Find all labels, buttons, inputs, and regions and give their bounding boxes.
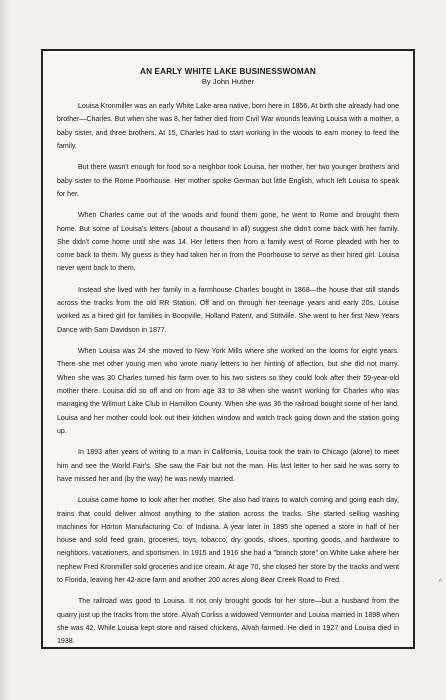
article-box [41,49,415,649]
article-title: AN EARLY WHITE LAKE BUSINESSWOMAN [140,67,316,76]
paragraph: When Louisa was 24 she moved to New York Mills where she worked on the looms for eight years. There she met other young men who wrote many letters to her hinting of affection, but she did not marry. When she was 30 Charles turned his farm over to his two sisters so they could look after their 59-year-old mother there. Louisa did so off and on from age 33 to 38 when she wasn't working for Charles who was managing the Wilmurt Lake Club in Hamilton County. When she was 36 the railroad bought some of her land. Louisa and her mother could look out their kitchen window and watch track going down and the station going up. [57,348,399,435]
margin-mark: ^ [438,579,442,586]
scan-edge [0,0,10,700]
paragraph: But there wasn't enough for food so a neighbor took Louisa, her mother, her two younger brothers and baby sister to the Rome Poorhouse. Her mother spoke German but little English, which left Louisa to speak for her. [57,164,399,198]
paragraph: The railroad was good to Louisa. It not only brought goods for her store—but a husband from the quarry just up the tracks from the store. Alvah Corliss a widowed Vermonter and Louisa married in 1898 when she was 42. While Louisa kept store and raised chickens, Alvah farmed. He died in 1927 and Louisa died in 1938. [57,598,399,646]
paragraph: Instead she lived with her family in a farmhouse Charles bought in 1868—the house that still stands across the tracks from the old RR Station. Off and on through her teenage years and early 20s, Louise worked as a hired girl for families in Boonville, Holland Patent, and Stittville. She went to her first New Years Dance with Sam Davidson in 1877. [57,286,399,334]
article-byline: By John Huther [201,77,255,86]
article-body [57,100,399,649]
paragraph: Louisa came home to look after her mother. She also had trains to watch coming and going each day, trains that could deliver almost anything to the station across the tracks. She started selling washing machines for Horton Manufacturing Co. of Indiana. A year later in 1895 she opened a store in half of her house and sold feed grain, groceries, toys, tobacco, dry goods, shoes, sporting goods, and hardware to neighbors, vacationers, and sportsmen. In 1915 and 1916 she had a "branch store" on White Lake where her nephew Fred Kronmiller sold groceries and ice cream. At age 70, she closed her store by the tracks and went to Florida, leaving her 42-acre farm and another 200 acres along Bear Creek Road to Fred. [57,497,399,585]
paragraph: Louisa Kronmiller was an early White Lake area native, born here in 1856. At birth she already had one brother—Charles. But when she was 8, her father died from Civil War wounds leaving Louisa with a mother, a baby sister, and three brothers. At 15, Charles had to start working in the woods to earn money to feed the family. [57,103,399,150]
paragraph: In 1893 after years of writing to a man in California, Louisa took the train to Chicago (alone) to meet him and see the World Fair's. She saw the Fair but not the man. His last letter to her said he was sorry to have missed her and (by the way) he was newly married. [57,449,399,483]
paragraph: When Charles came out of the woods and found them gone, he went to Rome and brought them home. But some of Louisa's letters (about a thousand in all) suggest she didn't come back with her family. She didn't come home until she was 14. Her letters then from a family west of Rome pleaded with her to come back to them. My guess is they had taken her in from the Poorhouse to serve as their hired girl. Louisa never went back to them. [57,212,399,273]
